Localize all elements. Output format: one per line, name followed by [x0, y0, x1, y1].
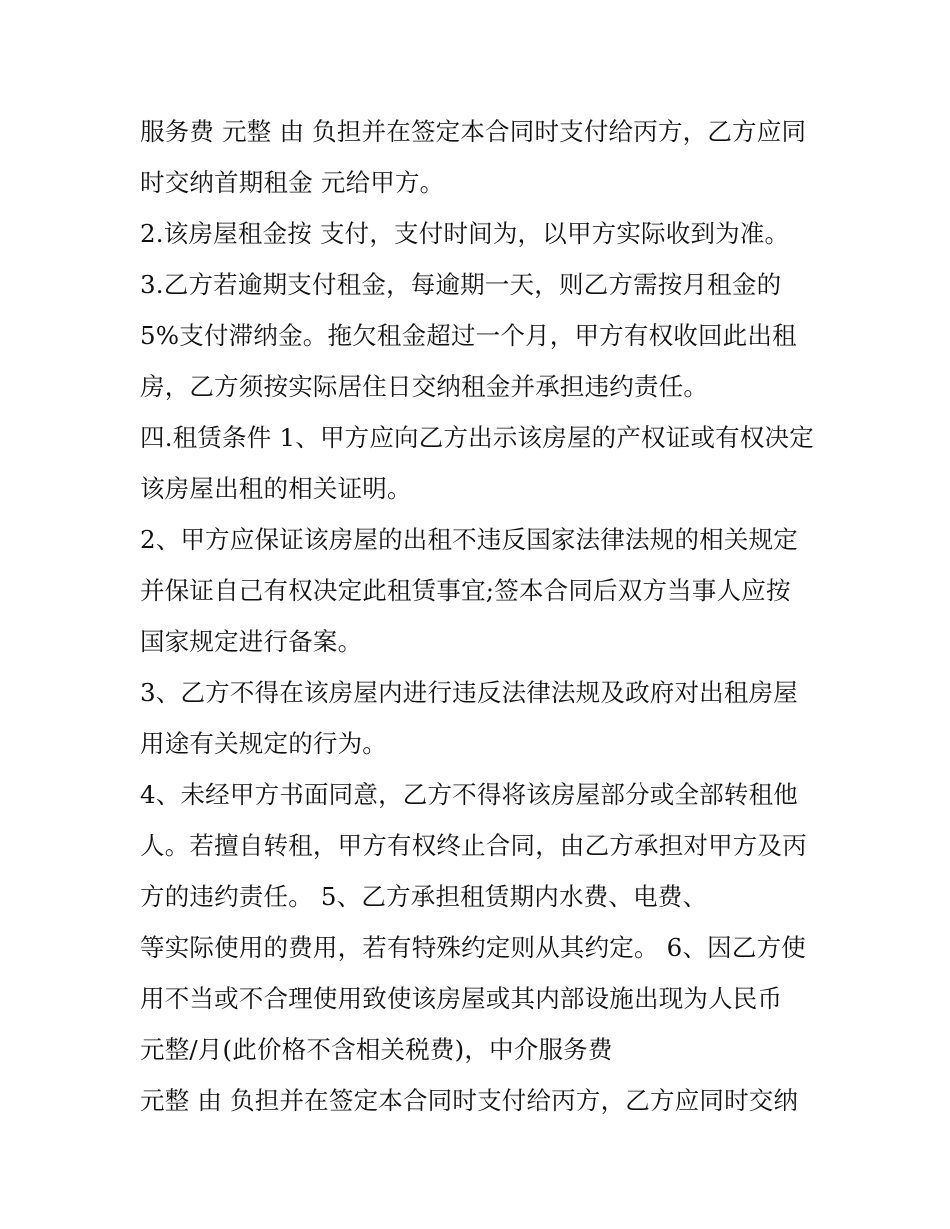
- text-line: 元整/月(此价格不含相关税费)，中介服务费: [140, 1035, 613, 1064]
- text-line: 元整 由 负担并在签定本合同时支付给丙方，乙方应同时交纳: [140, 1086, 799, 1115]
- text-line: 方的违约责任。 5、乙方承担租赁期内水费、电费、: [140, 882, 708, 911]
- text-line: 国家规定进行备案。: [140, 627, 363, 656]
- text-line: 该房屋出租的相关证明。: [140, 474, 412, 503]
- text-line: 2、甲方应保证该房屋的出租不违反国家法律法规的相关规定: [140, 525, 798, 554]
- text-line: 用不当或不合理使用致使该房屋或其内部设施出现为人民币: [140, 984, 783, 1013]
- text-line: 并保证自己有权决定此租赁事宜;签本合同后双方当事人应按: [140, 576, 791, 605]
- text-line: 3、乙方不得在该房屋内进行违反法律法规及政府对出租房屋: [140, 678, 798, 707]
- text-line: 用途有关规定的行为。: [140, 729, 387, 758]
- text-line: 四.租赁条件 1、甲方应向乙方出示该房屋的产权证或有权决定: [140, 423, 814, 452]
- text-line: 人。若擅自转租，甲方有权终止合同，由乙方承担对甲方及丙: [140, 831, 807, 860]
- text-line: 4、未经甲方书面同意，乙方不得将该房屋部分或全部转租他: [140, 780, 798, 809]
- text-line: 2.该房屋租金按 支付，支付时间为，以甲方实际收到为准。: [140, 219, 790, 248]
- text-line: 房，乙方须按实际居住日交纳租金并承担违约责任。: [140, 372, 709, 401]
- text-line: 时交纳首期租金 元给甲方。: [140, 168, 445, 197]
- text-line: 5%支付滞纳金。拖欠租金超过一个月，甲方有权收回此出租: [140, 321, 797, 350]
- text-line: 服务费 元整 由 负担并在签定本合同时支付给丙方，乙方应同: [140, 117, 807, 146]
- text-line: 等实际使用的费用，若有特殊约定则从其约定。 6、因乙方使: [140, 933, 806, 962]
- document-body: [140, 106, 840, 1126]
- text-line: 3.乙方若逾期支付租金，每逾期一天，则乙方需按月租金的: [140, 270, 782, 299]
